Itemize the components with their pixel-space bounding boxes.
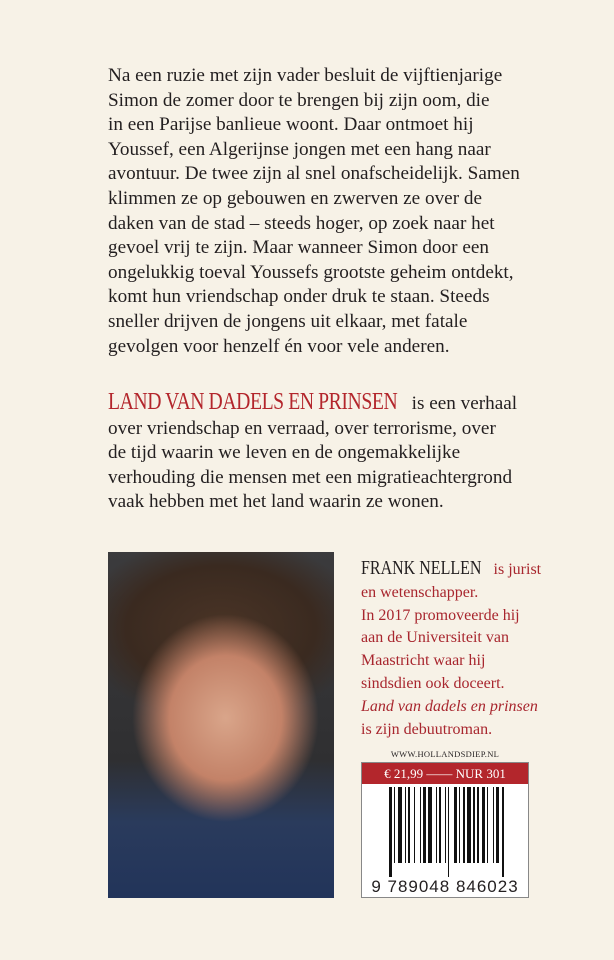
isbn-number: 9 789048 846023 bbox=[371, 877, 519, 896]
blurb-line: gevolgen voor henzelf én voor vele anderen. bbox=[108, 335, 450, 357]
blurb-line: avontuur. De twee zijn al snel onafscheidelijk. Samen bbox=[108, 163, 520, 185]
bio-line: en wetenschapper. bbox=[361, 583, 479, 601]
barcode-box bbox=[361, 762, 529, 898]
author-name: FRANK NELLEN bbox=[361, 557, 482, 579]
blurb-line: Youssef, een Algerijnse jongen met een hang naar bbox=[108, 138, 491, 160]
blurb-line: gevoel vrij te zijn. Maar wanneer Simon door een bbox=[108, 237, 489, 259]
barcode-bar bbox=[405, 787, 406, 863]
barcode-bar bbox=[482, 787, 485, 863]
barcode-bar bbox=[436, 787, 437, 863]
barcode-bar bbox=[467, 787, 471, 863]
bio-book-title: Land van dadels en prinsen bbox=[361, 697, 538, 715]
barcode-bar bbox=[439, 787, 442, 863]
bio-text: is jurist bbox=[493, 561, 542, 578]
blurb-line: daken van de stad – steeds hoger, op zoek naar het bbox=[108, 212, 495, 234]
bio-line: is zijn debuutroman. bbox=[361, 720, 493, 738]
barcode-bar bbox=[477, 787, 478, 863]
price-label: € 21,99 —— NUR 301 bbox=[362, 763, 528, 784]
publisher-url: WWW.HOLLANDSDIEP.NL bbox=[390, 749, 500, 759]
barcode-bar bbox=[389, 787, 392, 877]
paragraph-line: verhouding die mensen met een migratieachtergrond bbox=[108, 466, 513, 488]
author-bio bbox=[361, 557, 541, 741]
barcode-bar bbox=[420, 787, 421, 863]
blurb-line: klimmen ze op gebouwen en zwerven ze over de bbox=[108, 187, 482, 209]
barcode-bar bbox=[414, 787, 415, 863]
title-paragraph bbox=[108, 390, 588, 515]
blurb-line: in een Parijse banlieue woont. Daar ontmoet hij bbox=[108, 114, 474, 136]
blurb-line: komt hun vriendschap onder druk te staan. Steeds bbox=[108, 286, 490, 308]
bio-line: sindsdien ook doceert. bbox=[361, 674, 505, 692]
barcode-bar bbox=[445, 787, 446, 863]
barcode-bar bbox=[459, 787, 460, 863]
blurb-line: Na een ruzie met zijn vader besluit de vijftienjarige bbox=[108, 65, 503, 86]
bio-line: aan de Universiteit van bbox=[361, 629, 509, 647]
barcode-bar bbox=[408, 787, 411, 863]
barcode-bar bbox=[496, 787, 499, 863]
barcode-bar bbox=[473, 787, 476, 863]
paragraph-line: over vriendschap en verraad, over terrorisme, over bbox=[108, 417, 496, 439]
barcode-bar bbox=[448, 787, 449, 877]
paragraph-line: vaak hebben met het land waarin ze wonen. bbox=[108, 491, 444, 513]
blurb-line: Simon de zomer door te brengen bij zijn oom, die bbox=[108, 89, 490, 111]
blurb-line: sneller drijven de jongens uit elkaar, met fatale bbox=[108, 310, 468, 332]
paragraph-line: de tijd waarin we leven en de ongemakkelijke bbox=[108, 442, 461, 464]
barcode bbox=[389, 787, 517, 877]
barcode-bar bbox=[454, 787, 457, 863]
author-photo bbox=[108, 552, 334, 898]
barcode-bar bbox=[423, 787, 426, 863]
barcode-bar bbox=[502, 787, 503, 877]
bio-line: Maastricht waar hij bbox=[361, 652, 486, 670]
barcode-bar bbox=[493, 787, 494, 863]
barcode-bar bbox=[463, 787, 464, 863]
blurb-paragraph bbox=[108, 64, 588, 359]
barcode-bar bbox=[394, 787, 395, 863]
barcode-bar bbox=[398, 787, 402, 863]
barcode-bar bbox=[428, 787, 432, 863]
bio-line: In 2017 promoveerde hij bbox=[361, 606, 520, 624]
blurb-line: ongelukkig toeval Youssefs grootste geheim ontdekt, bbox=[108, 261, 514, 283]
barcode-bar bbox=[487, 787, 488, 863]
paragraph-text: is een verhaal bbox=[411, 393, 518, 414]
book-title: LAND VAN DADELS EN PRINSEN bbox=[108, 389, 398, 415]
